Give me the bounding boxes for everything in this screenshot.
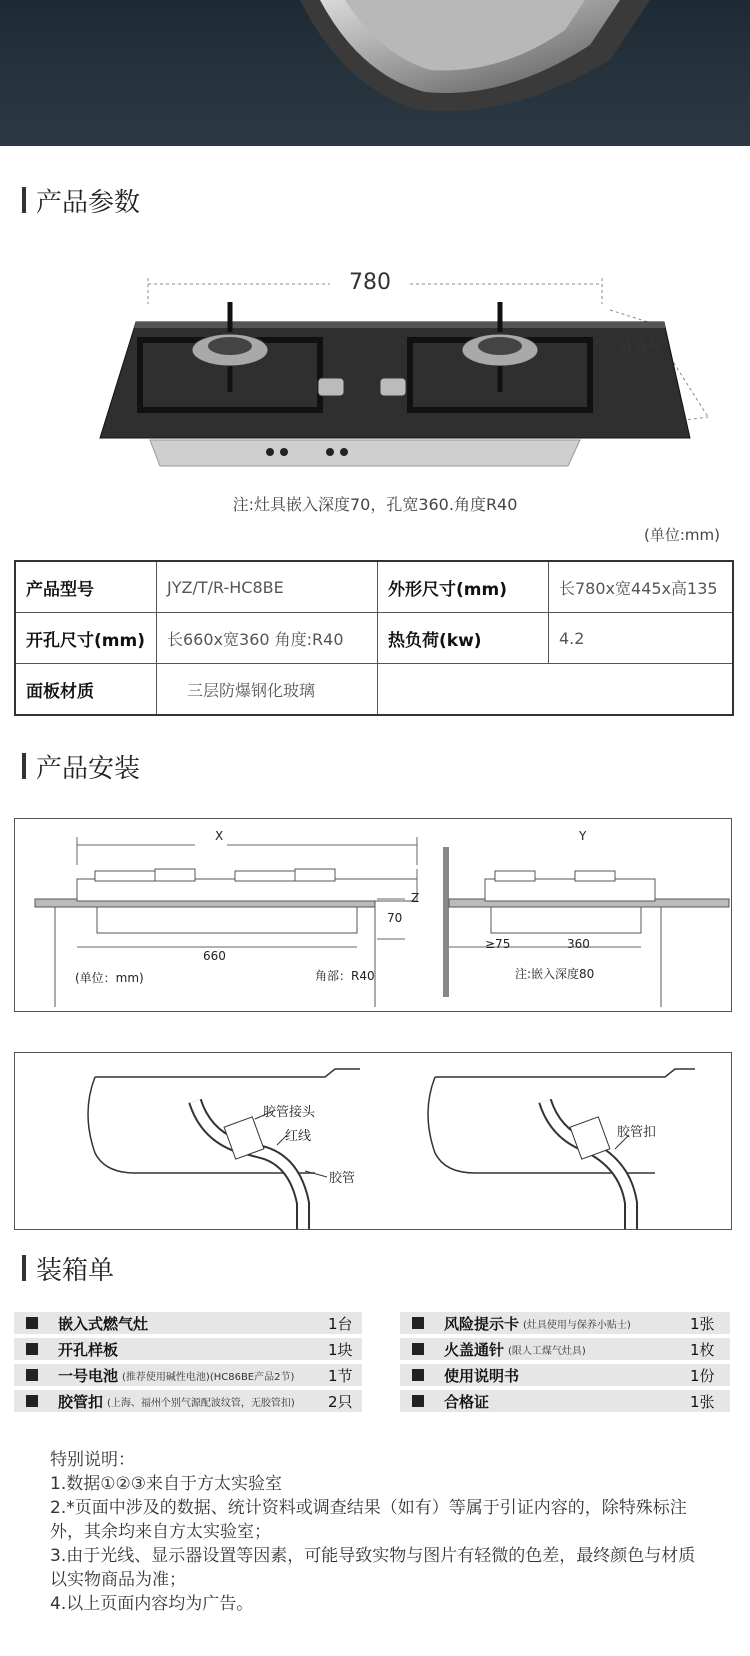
- bullet-square-icon: [26, 1369, 38, 1381]
- gap-75-label: ≥75: [485, 937, 511, 951]
- packing-title-text: 装箱单: [36, 1255, 115, 1286]
- hose-joint-label: 胶管接头: [263, 1105, 316, 1120]
- hose-label: 胶管: [329, 1171, 356, 1186]
- remark-item: 3.由于光线、显示器设置等因素，可能导致实物与图片有轻微的色差，最终颜色与材质以实物商品为准；: [50, 1546, 696, 1590]
- red-line-label: 红线: [285, 1129, 312, 1144]
- title-bar: [22, 753, 26, 779]
- packing-item: 火盖通针 (限人工煤气灶具) 1枚: [400, 1338, 730, 1360]
- param-value: 长660x宽360 角度:R40: [157, 613, 378, 664]
- remarks-heading: 特别说明：: [50, 1450, 135, 1470]
- depth-dimension-label: 445: [620, 336, 662, 361]
- z-dimension-label: Z: [411, 891, 420, 905]
- hose-connection-box: [14, 1052, 732, 1230]
- corner-radius-label: 角部：R40: [315, 969, 375, 983]
- packing-section-title: [22, 1250, 114, 1286]
- table-row: [15, 664, 733, 716]
- param-value: 三层防爆钢化玻璃: [157, 664, 378, 716]
- packing-item: 嵌入式燃气灶 1台: [14, 1312, 362, 1334]
- bullet-square-icon: [412, 1317, 424, 1329]
- param-key: 热负荷(kw): [378, 613, 549, 664]
- width-360-label: 360: [567, 937, 590, 951]
- packing-item: 使用说明书 1份: [400, 1364, 730, 1386]
- x-dimension-label: X: [215, 829, 224, 843]
- width-dimension-label: 780: [349, 270, 391, 295]
- packing-item: 开孔样板 1块: [14, 1338, 362, 1360]
- hose-connection-drawing: [15, 1053, 731, 1229]
- params-section-title: [22, 182, 140, 218]
- embed-depth-label: 注:嵌入深度80: [515, 967, 595, 981]
- install-section-title: [22, 748, 140, 784]
- unit-label: (单位:mm): [644, 526, 720, 544]
- hose-clamp-label: 胶管扣: [617, 1125, 657, 1140]
- install-unit-label: (单位：mm): [75, 971, 144, 985]
- remark-item: 1.数据①②③来自于方太实验室: [50, 1474, 282, 1494]
- title-bar: [22, 187, 26, 213]
- special-remarks: [50, 1448, 710, 1616]
- install-title-text: 产品安装: [36, 753, 141, 784]
- bullet-square-icon: [26, 1395, 38, 1407]
- params-title-text: 产品参数: [36, 187, 141, 218]
- packing-item: 胶管扣 (上海、福州个别气源配波纹管，无胶管扣) 2只: [14, 1390, 362, 1412]
- cooktop-diagram: [90, 262, 710, 472]
- bullet-square-icon: [412, 1343, 424, 1355]
- remark-item: 4.以上页面内容均为广告。: [50, 1594, 254, 1614]
- param-key: 面板材质: [15, 664, 157, 716]
- height-70-label: 70: [387, 911, 403, 925]
- param-key: 外形尺寸(mm): [378, 561, 549, 613]
- hero-pan-illustration: [0, 0, 750, 146]
- remark-item: 2.*页面中涉及的数据、统计资料或调查结果（如有）等属于引证内容的，除特殊标注外，其余均来自方太实验室；: [50, 1498, 687, 1542]
- install-depth-note: 注:灶具嵌入深度70，孔宽360.角度R40: [232, 495, 518, 514]
- bullet-square-icon: [26, 1317, 38, 1329]
- bullet-square-icon: [412, 1395, 424, 1407]
- empty-cell: [378, 664, 734, 716]
- y-dimension-label: Y: [579, 829, 587, 843]
- width-660-label: 660: [203, 949, 226, 963]
- param-value: 4.2: [549, 613, 734, 664]
- params-table: [14, 560, 734, 716]
- packing-item: 一号电池 (推荐使用碱性电池)(HC86BE产品2节) 1节: [14, 1364, 362, 1386]
- hero-image: [0, 0, 750, 146]
- param-key: 开孔尺寸(mm): [15, 613, 157, 664]
- install-dimension-box: [14, 818, 732, 1012]
- packing-item: 合格证 1张: [400, 1390, 730, 1412]
- bullet-square-icon: [412, 1369, 424, 1381]
- param-key: 产品型号: [15, 561, 157, 613]
- packing-item: 风险提示卡 (灶具使用与保养小贴士) 1张: [400, 1312, 730, 1334]
- title-bar: [22, 1255, 26, 1281]
- bullet-square-icon: [26, 1343, 38, 1355]
- param-value: JYZ/T/R-HC8BE: [157, 561, 378, 613]
- table-row: [15, 613, 733, 664]
- table-row: [15, 561, 733, 613]
- param-value: 长780x宽445x高135: [549, 561, 734, 613]
